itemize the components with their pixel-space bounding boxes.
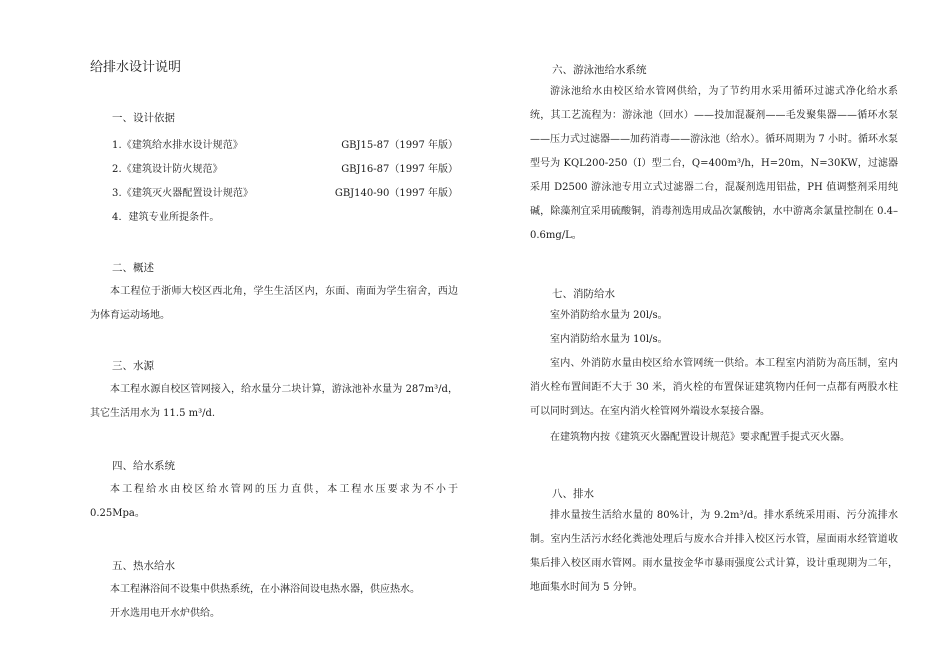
basis-item-2: 2.《建筑设计防火规范》 [112, 164, 223, 175]
fire-outdoor-text: 室外消防给水量为 20l/s。 [550, 310, 668, 321]
section-heading-hot-water: 五、热水给水 [112, 560, 175, 572]
water-source-text: 本工程水源自校区管网接入，给水量分二块计算，游泳池补水量为 287m³/d，其它生活用水为 11.5 m³/d. [90, 384, 458, 419]
section-heading-drainage: 八、排水 [552, 488, 594, 500]
basis-item-3: 3.《建筑灭火器配置设计规范》 [112, 188, 254, 199]
fire-indoor-text: 室内消防给水量为 10l/s。 [550, 334, 668, 345]
section-heading-water-supply: 四、给水系统 [112, 460, 175, 472]
water-supply-text: 本工程给水由校区给水管网的压力直供，本工程水压要求为不小于 0.25Mpa。 [90, 484, 458, 519]
section-heading-overview: 二、概述 [112, 262, 154, 274]
basis-item-4: 4．建筑专业所提条件。 [112, 212, 220, 223]
basis-code-3: GBJ140-90（1997 年版） [334, 188, 458, 199]
section-heading-water-source: 三、水源 [112, 360, 154, 372]
section-heading-pool: 六、游泳池给水系统 [552, 64, 647, 76]
boiling-water-text: 开水选用电开水炉供给。 [110, 608, 220, 619]
basis-item-1: 1.《建筑给水排水设计规范》 [112, 140, 243, 151]
basis-code-1: GBJ15-87（1997 年版） [341, 140, 458, 151]
page-title: 给排水设计说明 [90, 60, 182, 75]
overview-text: 本工程位于浙师大校区西北角，学生生活区内，东面、南面为学生宿舍，西边为体育运动场地。 [90, 286, 458, 321]
drainage-text: 排水量按生活给水量的 80%计，为 9.2m³/d。排水系统采用雨、污分流排水制。室内生活污水经化粪池处理后与废水合并排入校区污水管，屋面雨水经管道收集后排入校区雨水管网。雨水量按金华市暴雨强度公式计算，设计重现期为二年，地面集水时间为 5 分钟。 [530, 510, 898, 593]
hot-water-text: 本工程淋浴间不设集中供热系统，在小淋浴间设电热水器，供应热水。 [110, 584, 420, 595]
basis-code-2: GBJ16-87（1997 年版） [341, 164, 458, 175]
pool-system-text: 游泳池给水由校区给水管网供给，为了节约用水采用循环过滤式净化给水系统，其工艺流程为：游泳池（回水）——投加混凝剂——毛发聚集器——循环水泵——压力式过滤器——加药消毒——游泳池（给水）。循环周期为 7 小时。循环水泵型号为 KQL200-250（I）型二台，Q=400m³/h，H=20m，N=30KW，过滤器采用 D2500 游泳池专用立式过滤器二台，混凝剂选用铝盐，PH 值调整剂采用纯碱，除藻剂宜采用硫酸铜，消毒剂选用成品次氯酸钠，水中游离余氯量控制在 0.4–0.6mg/L。 [530, 86, 898, 241]
section-heading-basis: 一、设计依据 [112, 112, 175, 124]
section-heading-fire: 七、消防给水 [552, 288, 615, 300]
fire-system-text: 室内、外消防水量由校区给水管网统一供给。本工程室内消防为高压制，室内消火栓布置间距不大于 30 米，消火栓的布置保证建筑物内任何一点都有两股水柱可以同时到达。在室内消火栓管网外端设水泵接合器。 [530, 358, 898, 417]
fire-extinguisher-text: 在建筑物内按《建筑灭火器配置设计规范》要求配置手提式灭火器。 [550, 432, 850, 443]
